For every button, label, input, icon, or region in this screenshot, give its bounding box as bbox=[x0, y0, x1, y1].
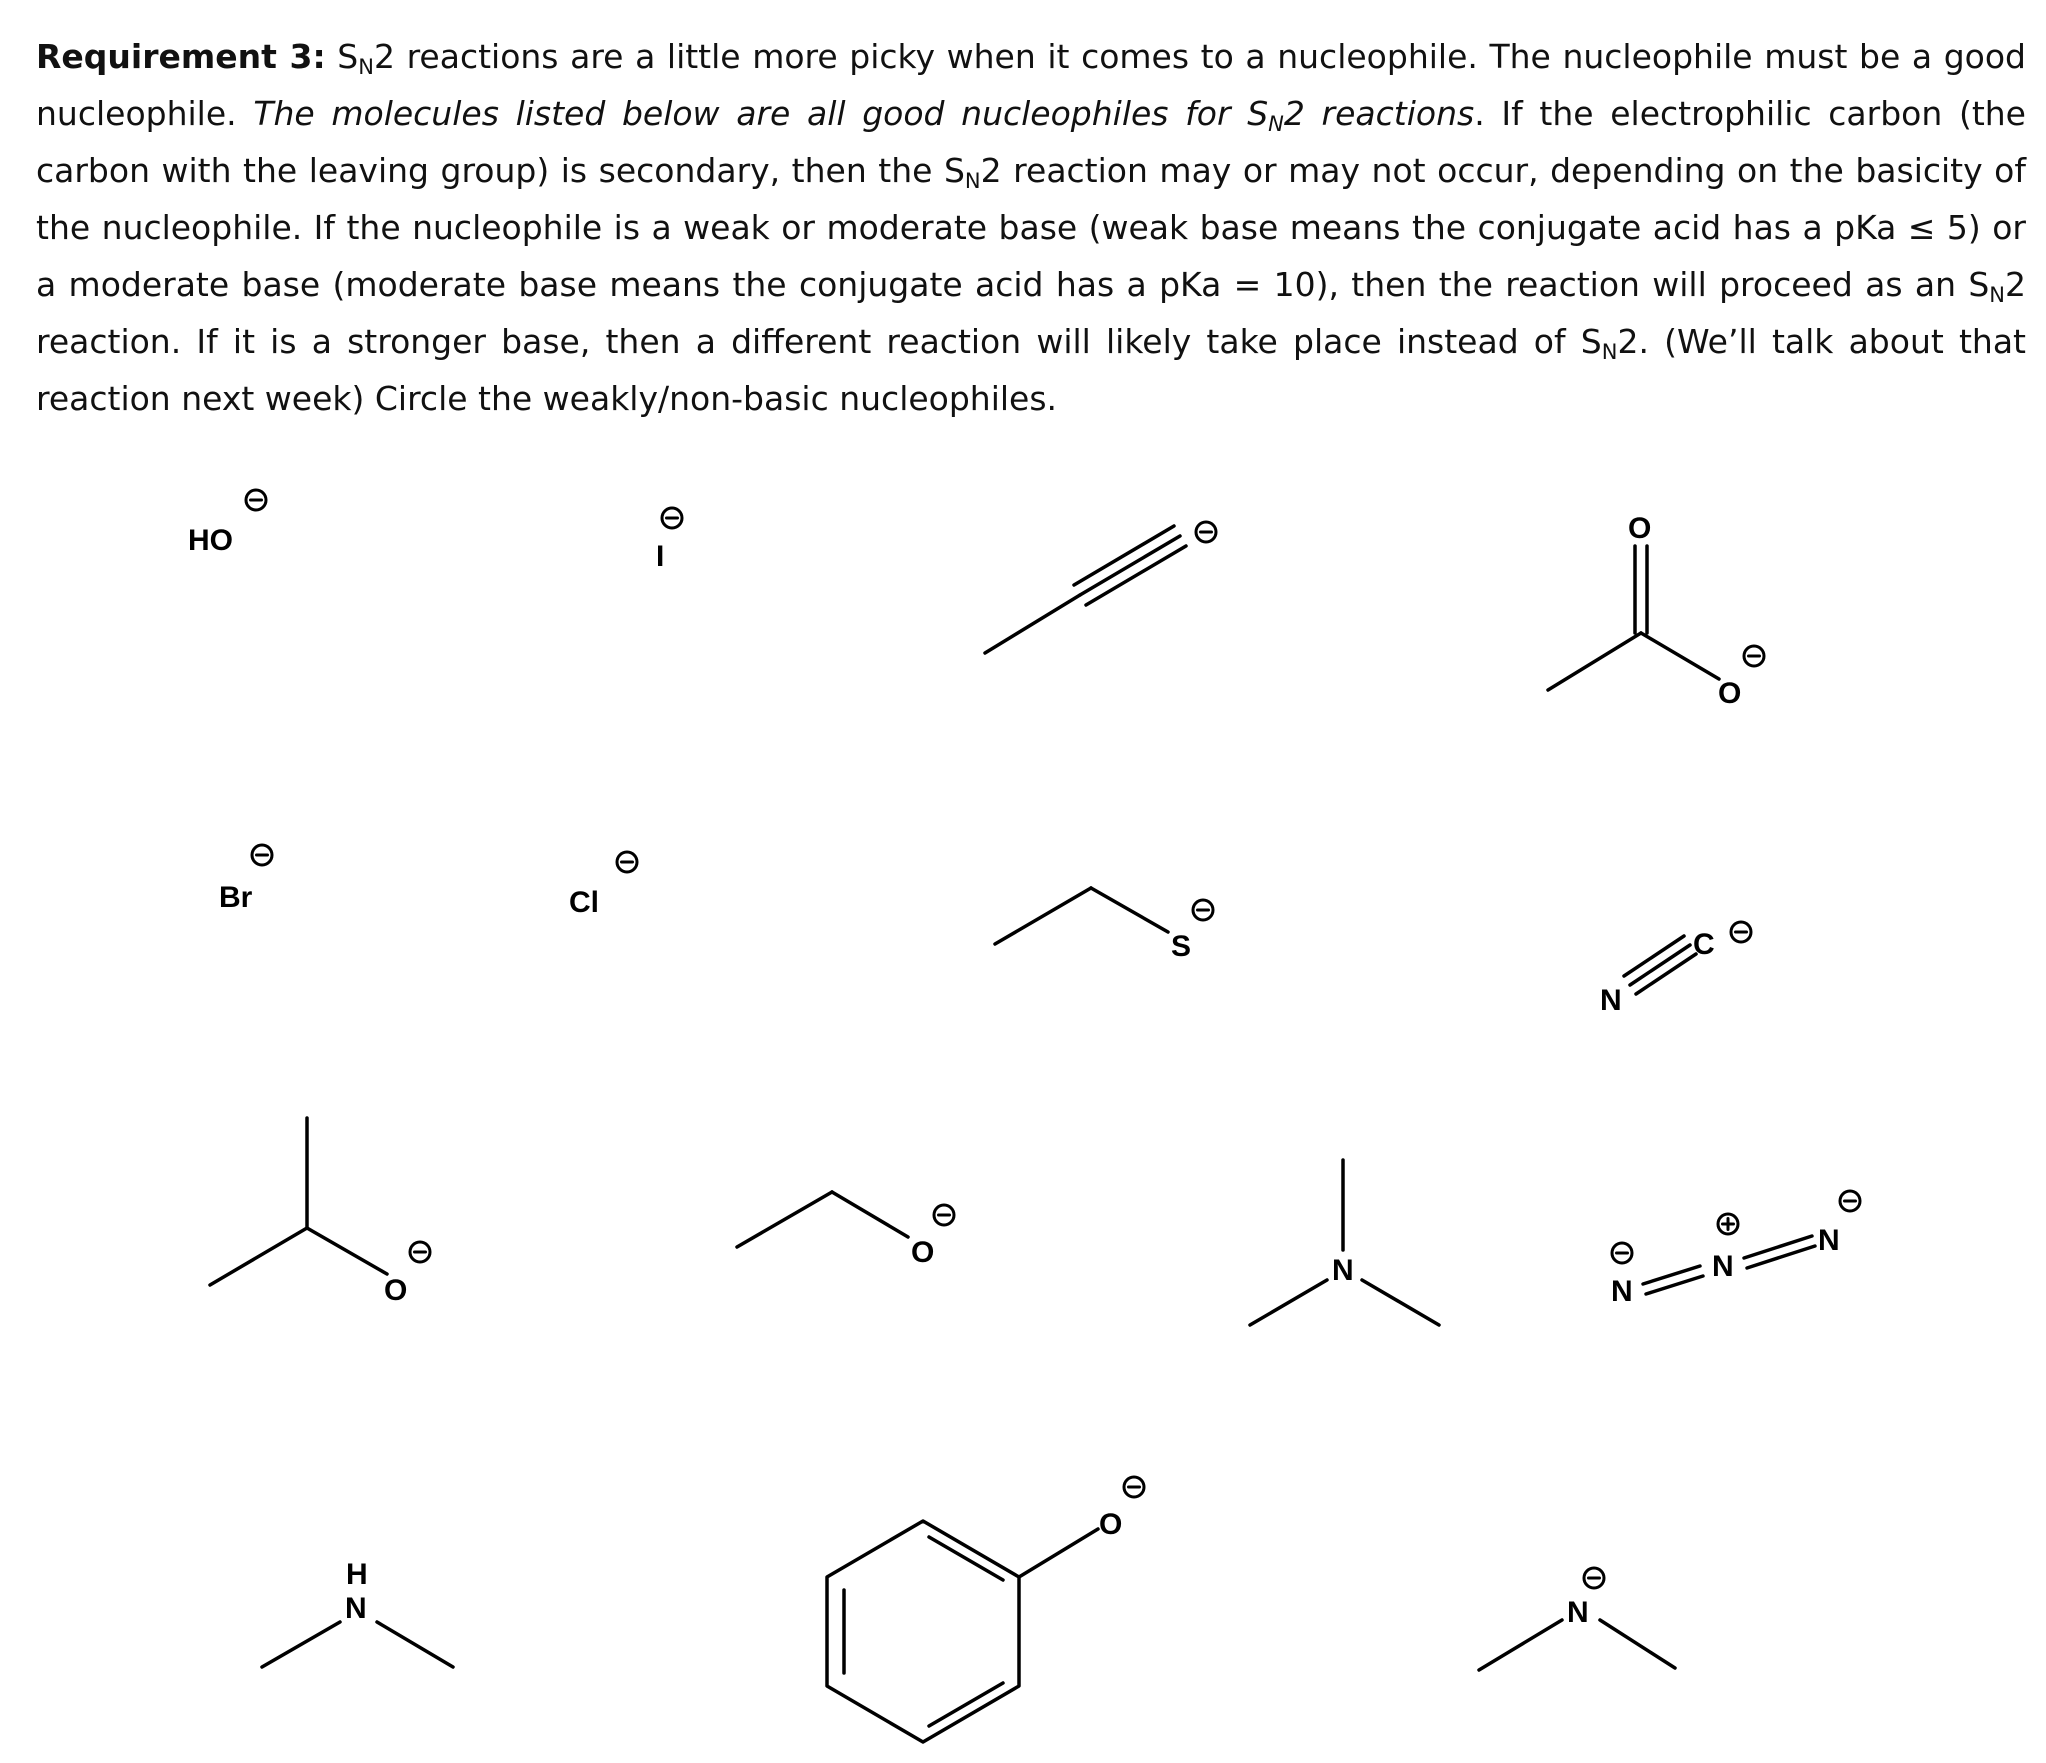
negative-charge-icon bbox=[410, 1242, 430, 1262]
negative-charge-icon bbox=[1612, 1243, 1632, 1263]
bromide-structure bbox=[219, 845, 272, 914]
trimethylamine-structure bbox=[1250, 1160, 1439, 1325]
isopropoxide-structure bbox=[210, 1118, 430, 1307]
amide-nitrogen-label: N bbox=[1567, 1596, 1589, 1629]
requirement-colon: : bbox=[312, 37, 326, 76]
requirement-text-1: reactions are a little more picky when it comes to a nucleophile. The nucleophile must be a good nucleophile. bbox=[36, 37, 2026, 133]
azide-central-nitrogen-label: N bbox=[1712, 1250, 1734, 1283]
negative-charge-icon bbox=[1124, 1477, 1144, 1497]
thiolate-sulfur-label: S bbox=[1171, 930, 1192, 963]
azide-structure bbox=[1611, 1191, 1860, 1308]
sn2-s: S bbox=[337, 37, 359, 76]
sn2-subscript-n: N bbox=[1268, 112, 1284, 136]
phenoxide-oxygen-label: O bbox=[1099, 1508, 1123, 1541]
negative-charge-icon bbox=[662, 508, 682, 528]
requirement-text-2: . If the electrophilic carbon (the carbon with the leaving group) is secondary, then the S bbox=[36, 94, 2026, 190]
amine-hydrogen-label: H bbox=[346, 1558, 368, 1591]
hydroxide-structure bbox=[188, 490, 266, 557]
dimethylamine-structure bbox=[262, 1558, 453, 1667]
chloride-structure bbox=[569, 852, 637, 919]
amine-nitrogen-label: N bbox=[1332, 1254, 1354, 1287]
negative-charge-icon bbox=[1584, 1568, 1604, 1588]
amine-nitrogen-label: N bbox=[345, 1592, 367, 1625]
negative-charge-icon bbox=[1193, 900, 1213, 920]
requirement-text-3: reaction may or may not occur, depending on the basicity of the nucleophile. If the nucleophile is a weak or moderate base (weak base means the conjugate acid has a pKa ≤ 5) or a moderate base (moderate base means the conjugate acid has a pKa = 10), then the reaction will proceed as an S bbox=[36, 151, 2026, 304]
ethoxide-structure bbox=[737, 1192, 954, 1269]
alkoxide-oxygen-label: O bbox=[384, 1274, 408, 1307]
cyanide-carbon-label: C bbox=[1693, 928, 1715, 961]
iodide-atom-label: I bbox=[656, 540, 665, 573]
negative-charge-icon bbox=[1840, 1191, 1860, 1211]
alkoxide-oxygen-label: O bbox=[911, 1236, 935, 1269]
acetate-structure bbox=[1548, 512, 1764, 710]
carbonyl-oxygen-label: O bbox=[1628, 512, 1652, 545]
sn2-two: 2 bbox=[2005, 265, 2026, 304]
negative-charge-icon bbox=[246, 490, 266, 510]
sn2-subscript-n: N bbox=[358, 55, 374, 79]
negative-charge-icon bbox=[1731, 922, 1751, 942]
ethanethiolate-structure bbox=[995, 888, 1213, 963]
negative-charge-icon bbox=[1744, 646, 1764, 666]
sn2-subscript-n: N bbox=[1989, 283, 2005, 307]
negative-charge-icon bbox=[1196, 522, 1216, 542]
hydroxide-atom-label: HO bbox=[188, 524, 233, 557]
bromide-atom-label: Br bbox=[219, 881, 253, 914]
azide-end-nitrogen-label: N bbox=[1818, 1224, 1840, 1257]
sn2-two: 2 bbox=[980, 151, 1002, 190]
iodide-structure bbox=[656, 508, 682, 573]
requirement-label: Requirement 3 bbox=[36, 37, 313, 76]
requirement-italic-b: 2 reactions bbox=[1283, 94, 1475, 133]
dimethylamide-structure bbox=[1479, 1568, 1675, 1670]
carboxylate-oxygen-label: O bbox=[1718, 677, 1742, 710]
sn2-two: 2 bbox=[373, 37, 395, 76]
cyanide-structure bbox=[1600, 922, 1751, 1017]
azide-terminal-nitrogen-label: N bbox=[1611, 1275, 1633, 1308]
sn2-subscript-n: N bbox=[964, 169, 981, 193]
requirement-italic-a: The molecules listed below are all good nucleophiles for S bbox=[253, 94, 1269, 133]
propynide-structure bbox=[985, 522, 1216, 653]
phenoxide-structure bbox=[827, 1477, 1144, 1742]
nitrile-nitrogen-label: N bbox=[1600, 984, 1622, 1017]
sn2-two: 2 bbox=[1617, 322, 1639, 361]
negative-charge-icon bbox=[252, 845, 272, 865]
positive-charge-icon bbox=[1718, 1214, 1738, 1234]
chloride-atom-label: Cl bbox=[569, 886, 599, 919]
negative-charge-icon bbox=[934, 1205, 954, 1225]
sn2-subscript-n: N bbox=[1601, 340, 1618, 364]
requirement-text-4: reaction. If it is a stronger base, then a different reaction will likely take place instead of S bbox=[36, 322, 1602, 361]
negative-charge-icon bbox=[617, 852, 637, 872]
requirement-text-5: . (We’ll talk about that reaction next week) Circle the weakly/non-basic nucleophiles. bbox=[36, 322, 2026, 418]
